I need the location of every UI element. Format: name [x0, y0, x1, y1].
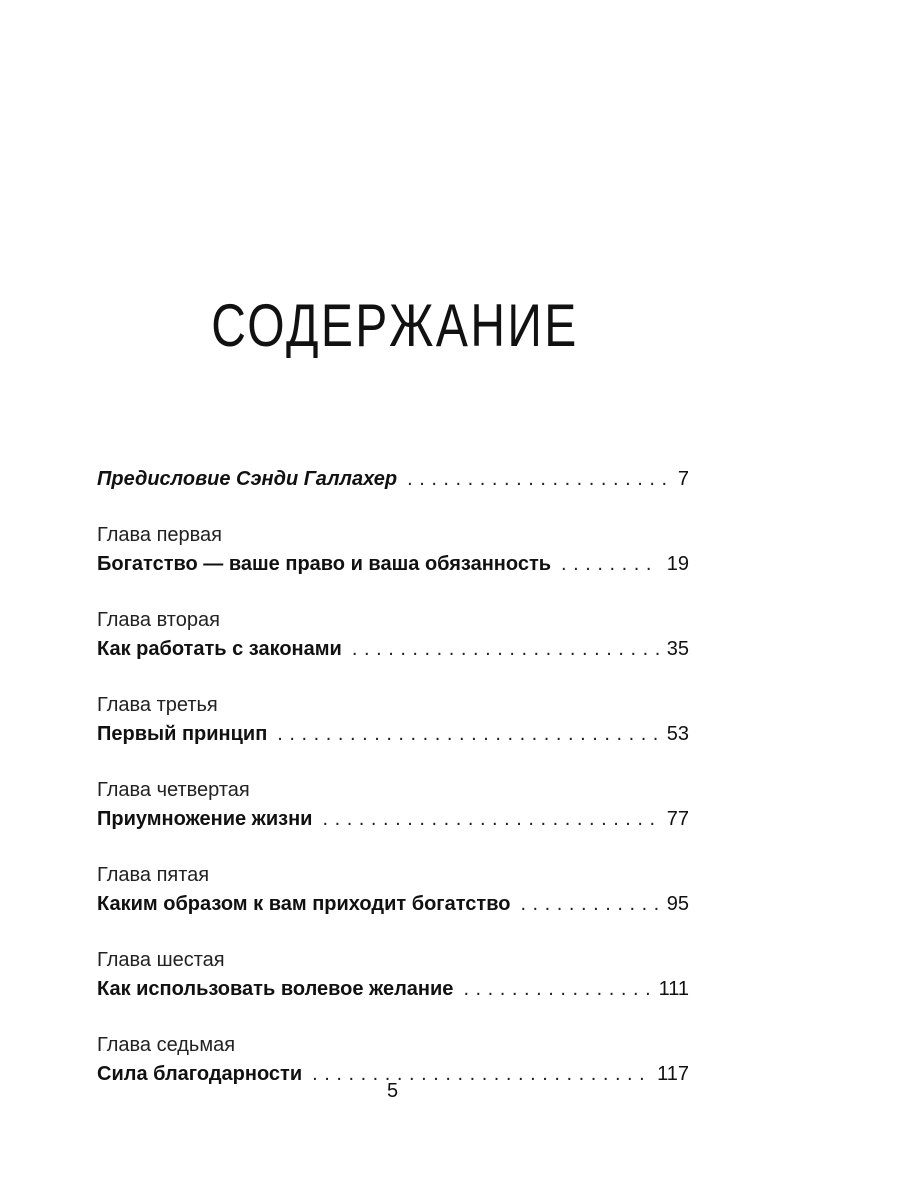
dot-leader	[322, 803, 658, 835]
toc-entry-chapter-1	[97, 522, 689, 580]
dot-leader	[520, 888, 658, 920]
toc-line[interactable]	[97, 888, 689, 920]
page-number: 95	[666, 893, 689, 915]
dot-leader	[352, 633, 659, 665]
entry-title: Сила благодарности	[97, 1063, 303, 1085]
toc-line[interactable]	[97, 973, 689, 1005]
entry-title: Предисловие Сэнди Галлахер	[97, 468, 398, 490]
page-number: 35	[666, 638, 689, 660]
toc-line[interactable]	[97, 718, 689, 750]
entry-title: Приумножение жизни	[97, 808, 313, 830]
dot-leader	[407, 463, 670, 495]
dot-leader	[277, 718, 658, 750]
page-number: 19	[666, 553, 689, 575]
table-of-contents	[97, 463, 689, 1090]
chapter-label: Глава третья	[97, 694, 218, 716]
toc-line[interactable]	[97, 463, 689, 495]
entry-title: Первый принцип	[97, 723, 268, 745]
page-title: СОДЕРЖАНИЕ	[211, 292, 579, 359]
toc-line[interactable]	[97, 633, 689, 665]
toc-entry-preface	[97, 463, 689, 495]
chapter-label: Глава четвертая	[97, 779, 250, 801]
toc-line[interactable]	[97, 548, 689, 580]
chapter-label: Глава первая	[97, 524, 223, 546]
entry-title: Как работать с законами	[97, 638, 342, 660]
toc-entry-chapter-5	[97, 862, 689, 920]
toc-line[interactable]	[97, 803, 689, 835]
entry-title: Каким образом к вам приходит богатство	[97, 893, 511, 915]
chapter-label: Глава седьмая	[97, 1034, 236, 1056]
page-number: 77	[666, 808, 689, 830]
page-number: 7	[677, 468, 689, 490]
page-number: 53	[666, 723, 689, 745]
entry-title: Богатство — ваше право и ваша обязанность	[97, 553, 552, 575]
toc-entry-chapter-6	[97, 947, 689, 1005]
dot-leader	[463, 973, 650, 1005]
page-number: 111	[658, 978, 689, 1000]
chapter-label: Глава шестая	[97, 949, 225, 971]
chapter-label: Глава пятая	[97, 864, 210, 886]
page-number: 117	[657, 1063, 689, 1085]
dot-leader	[561, 548, 659, 580]
folio-page-number: 5	[386, 1080, 399, 1102]
entry-title: Как использовать волевое желание	[97, 978, 454, 1000]
toc-entry-chapter-2	[97, 607, 689, 665]
chapter-label: Глава вторая	[97, 609, 220, 631]
toc-entry-chapter-4	[97, 777, 689, 835]
toc-entry-chapter-3	[97, 692, 689, 750]
